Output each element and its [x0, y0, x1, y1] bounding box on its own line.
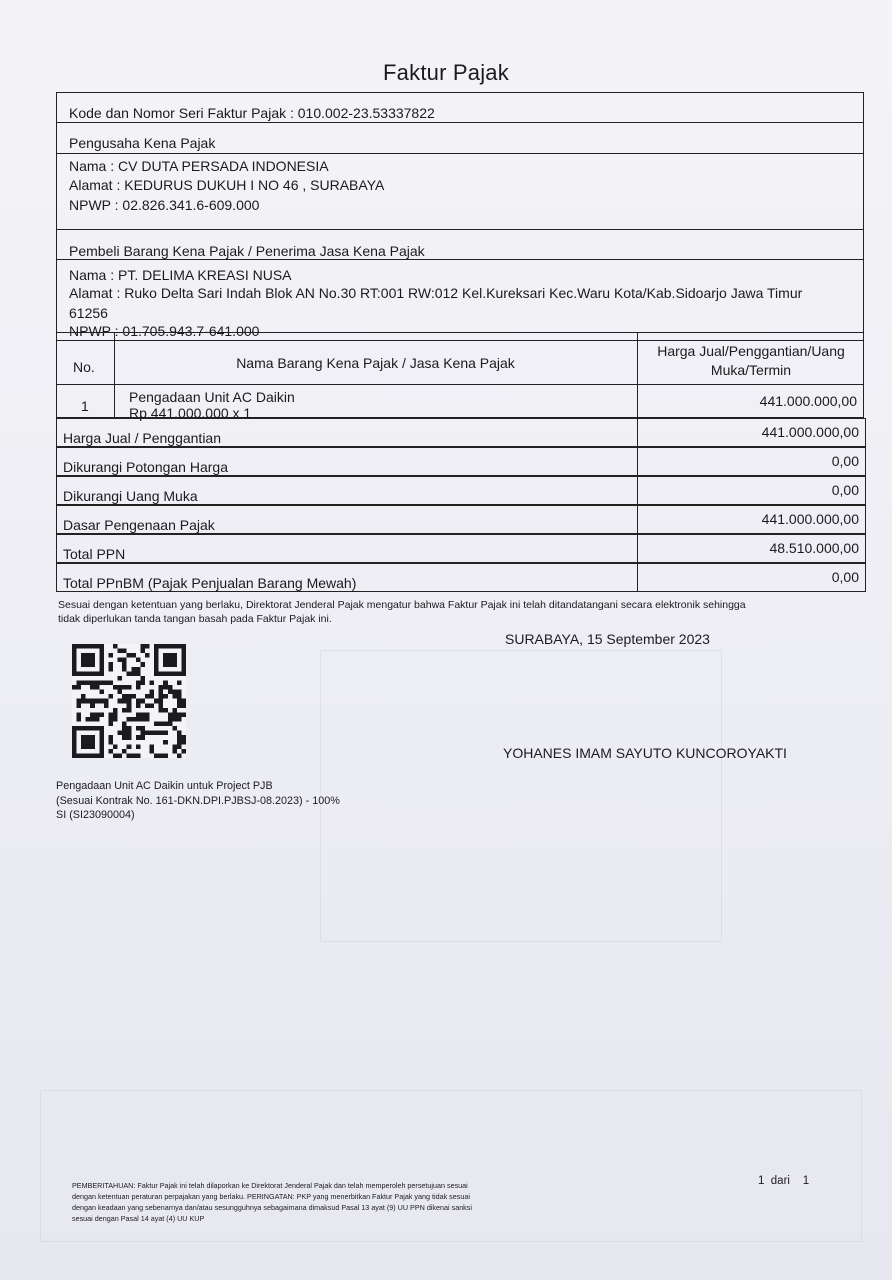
summary-value: 0,00 — [831, 453, 859, 469]
buyer-npwp: NPWP : 01.705.943.7-641.000 — [69, 323, 260, 339]
seller-npwp: NPWP : 02.826.341.6-609.000 — [69, 197, 260, 213]
summary-row — [56, 447, 866, 476]
summary-label: Dikurangi Uang Muka — [63, 488, 198, 504]
signatory-name: YOHANES IMAM SAYUTO KUNCOROYAKTI — [503, 745, 787, 761]
buyer-address-line2: 61256 — [69, 305, 108, 321]
page-number: 1 dari 1 — [758, 1175, 810, 1187]
summary-row — [56, 534, 866, 563]
summary-value: 48.510.000,00 — [769, 540, 859, 556]
item-no: 1 — [81, 398, 89, 414]
summary-label: Dasar Pengenaan Pajak — [63, 517, 215, 533]
header-price-line2: Muka/Termin — [710, 362, 792, 378]
items-table — [56, 332, 864, 421]
invoice-code: Kode dan Nomor Seri Faktur Pajak : 010.002-23.53337822 — [69, 105, 435, 121]
seller-address: Alamat : KEDURUS DUKUH I NO 46 , SURABAYA — [69, 177, 385, 193]
legal-note-line1: Sesuai dengan ketentuan yang berlaku, Direktorat Jenderal Pajak mengatur bahwa Faktur Pajak ini telah ditandatangani secara elektronik sehingga — [58, 599, 746, 611]
qr-code-icon — [72, 644, 186, 758]
place-date: SURABAYA, 15 September 2023 — [505, 631, 710, 647]
summary-label: Total PPnBM (Pajak Penjualan Barang Mewah) — [63, 575, 357, 591]
item-price: 441.000.000,00 — [759, 393, 857, 409]
footer-notice-line4: sesuai dengan Pasal 14 ayat (4) UU KUP — [72, 1214, 205, 1223]
summary-value: 0,00 — [831, 569, 859, 585]
buyer-address-line1: Alamat : Ruko Delta Sari Indah Blok AN No.30 RT:001 RW:012 Kel.Kureksari Kec.Waru Kota/Kab.Sidoarjo Jawa Timur — [69, 285, 803, 301]
summary-value: 441.000.000,00 — [761, 424, 859, 440]
footer-notice-line1: PEMBERITAHUAN: Faktur Pajak ini telah dilaporkan ke Direktorat Jenderal Pajak dan telah memperoleh persetujuan sesuai — [72, 1181, 468, 1190]
parties-box — [56, 92, 864, 341]
summary-value: 441.000.000,00 — [761, 511, 859, 527]
summary-row — [56, 418, 866, 447]
remarks-line1: Pengadaan Unit AC Daikin untuk Project PJB — [56, 780, 273, 792]
summary-value: 0,00 — [831, 482, 859, 498]
legal-note — [58, 598, 746, 626]
header-item-name: Nama Barang Kena Pajak / Jasa Kena Pajak — [236, 355, 515, 371]
footer-notice-line2: dengan ketentuan peraturan perpajakan yang berlaku. PERINGATAN: PKP yang menerbitkan Faktur Pajak yang tidak sesuai — [72, 1192, 470, 1201]
footer-notice-line3: dengan keadaan yang sebenarnya dan/atau sesungguhnya sebagaimana dimaksud Pasal 13 ayat (9) UU PPN dikenai sanksi — [72, 1203, 472, 1212]
summary-row — [56, 563, 866, 592]
item-name-line1: Pengadaan Unit AC Daikin — [129, 389, 295, 405]
footer-notice — [72, 1180, 472, 1224]
item-name-line2: Rp 441.000.000 x 1 — [129, 405, 252, 421]
remarks-line2: (Sesuai Kontrak No. 161-DKN.DPI.PJBSJ-08.2023) - 100% — [56, 794, 340, 807]
buyer-name: Nama : PT. DELIMA KREASI NUSA — [69, 267, 292, 283]
summary-row — [56, 476, 866, 505]
legal-note-line2: tidak diperlukan tanda tangan basah pada Faktur Pajak ini. — [58, 613, 332, 625]
document-title: Faktur Pajak — [383, 60, 509, 85]
ghost-drawing-detail — [320, 650, 722, 942]
summary-label: Harga Jual / Penggantian — [63, 430, 221, 446]
summary-label: Dikurangi Potongan Harga — [63, 459, 228, 475]
seller-name: Nama : CV DUTA PERSADA INDONESIA — [69, 158, 329, 174]
buyer-section-label: Pembeli Barang Kena Pajak / Penerima Jasa Kena Pajak — [69, 243, 425, 259]
remarks — [56, 779, 340, 823]
remarks-line3: SI (SI23090004) — [56, 809, 135, 821]
header-no: No. — [73, 359, 95, 375]
seller-section-label: Pengusaha Kena Pajak — [69, 135, 216, 151]
summary-label: Total PPN — [63, 546, 126, 562]
header-price-line1: Harga Jual/Penggantian/Uang — [657, 343, 845, 359]
summary-row — [56, 505, 866, 534]
